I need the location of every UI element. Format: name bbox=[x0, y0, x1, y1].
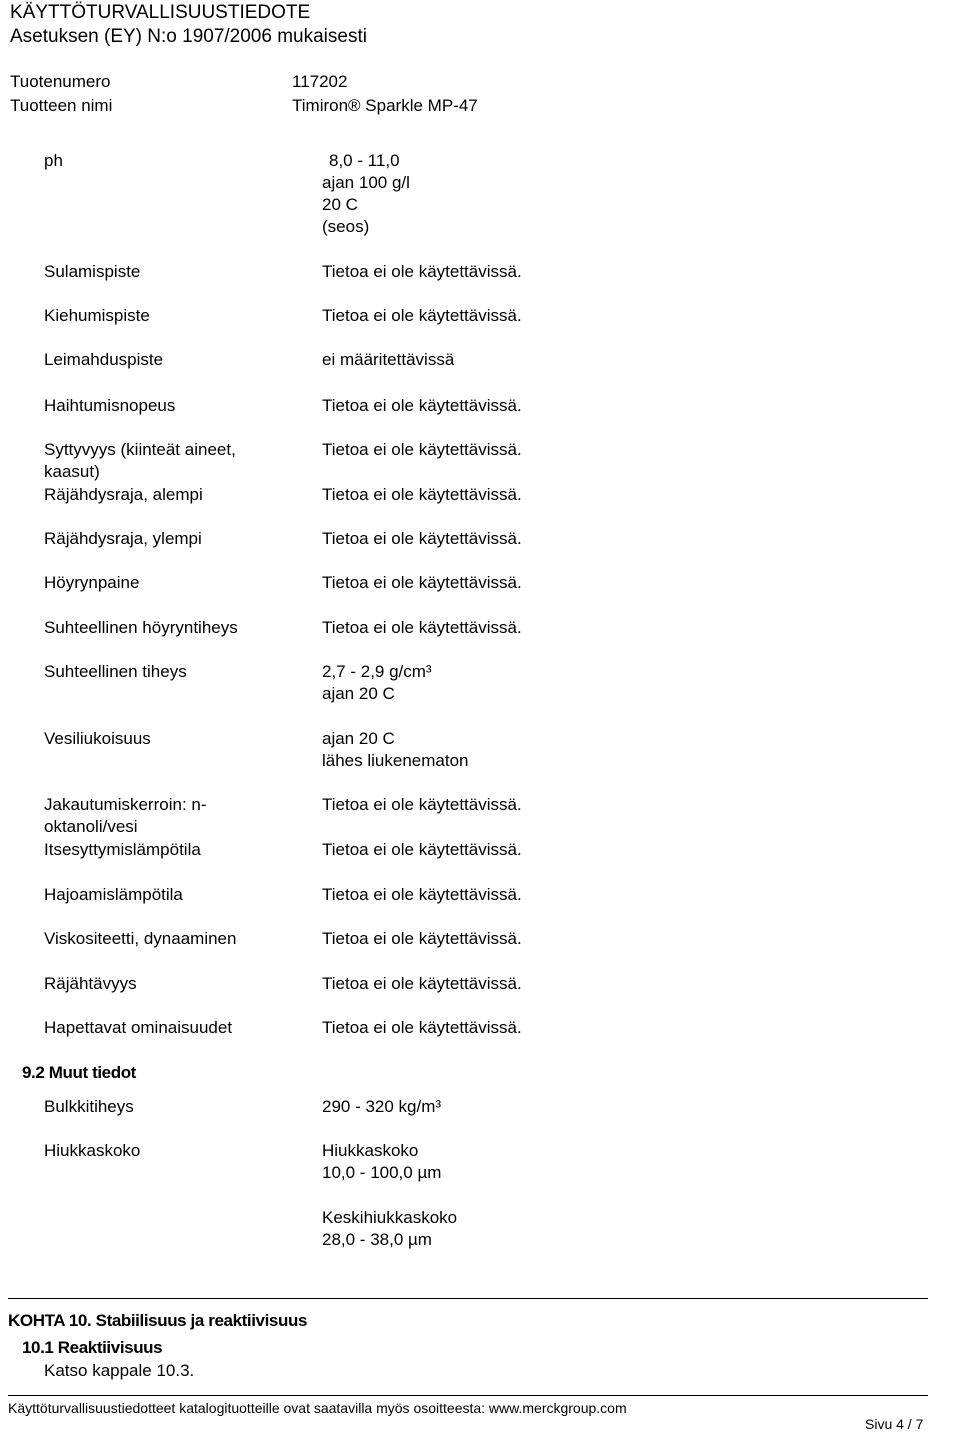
regulation-subtitle: Asetuksen (EY) N:o 1907/2006 mukaisesti bbox=[10, 26, 367, 47]
flammability-value: Tietoa ei ole käytettävissä. bbox=[322, 440, 522, 459]
section10-heading: KOHTA 10. Stabiilisuus ja reaktiivisuus bbox=[8, 1311, 307, 1330]
viscosity-value: Tietoa ei ole käytettävissä. bbox=[322, 929, 522, 948]
ph-temperature: 20 C bbox=[322, 195, 358, 214]
explosive-value: Tietoa ei ole käytettävissä. bbox=[322, 974, 522, 993]
upper-explosion-limit-label: Räjähdysraja, ylempi bbox=[44, 529, 202, 548]
ph-concentration: ajan 100 g/l bbox=[322, 173, 410, 192]
page-number: Sivu 4 / 7 bbox=[865, 1416, 924, 1432]
water-solubility-value: lähes liukenematon bbox=[322, 751, 469, 770]
lower-explosion-limit-label: Räjähdysraja, alempi bbox=[44, 485, 203, 504]
ph-range: 8,0 - 11,0 bbox=[329, 151, 400, 170]
water-solubility-label: Vesiliukoisuus bbox=[44, 729, 151, 748]
vapour-pressure-label: Höyrynpaine bbox=[44, 573, 140, 592]
ph-note: (seos) bbox=[322, 217, 370, 236]
flammability-label-line1: Syttyvyys (kiinteät aineet, bbox=[44, 440, 236, 459]
reactivity-subheading: 10.1 Reaktiivisuus bbox=[22, 1338, 163, 1357]
melting-point-label: Sulamispiste bbox=[44, 262, 141, 281]
melting-point-value: Tietoa ei ole käytettävissä. bbox=[322, 262, 522, 281]
particle-size-range: 10,0 - 100,0 µm bbox=[322, 1163, 442, 1182]
product-number: 117202 bbox=[292, 72, 348, 91]
relative-density-label: Suhteellinen tiheys bbox=[44, 662, 187, 681]
relative-density-value: 2,7 - 2,9 g/cm³ bbox=[322, 662, 432, 681]
water-solubility-temperature: ajan 20 C bbox=[322, 729, 395, 748]
relative-vapour-density-value: Tietoa ei ole käytettävissä. bbox=[322, 618, 522, 637]
vapour-pressure-value: Tietoa ei ole käytettävissä. bbox=[322, 573, 522, 592]
partition-coefficient-value: Tietoa ei ole käytettävissä. bbox=[322, 795, 522, 814]
decomposition-value: Tietoa ei ole käytettävissä. bbox=[322, 885, 522, 904]
product-name-label: Tuotteen nimi bbox=[10, 96, 113, 115]
other-info-heading: 9.2 Muut tiedot bbox=[22, 1063, 136, 1082]
mean-particle-size-heading: Keskihiukkaskoko bbox=[322, 1208, 458, 1227]
partition-coefficient-label-line2: oktanoli/vesi bbox=[44, 817, 138, 836]
boiling-point-value: Tietoa ei ole käytettävissä. bbox=[322, 306, 522, 325]
section-divider bbox=[8, 1298, 928, 1299]
upper-explosion-limit-value: Tietoa ei ole käytettävissä. bbox=[322, 529, 522, 548]
autoignition-value: Tietoa ei ole käytettävissä. bbox=[322, 840, 522, 859]
lower-explosion-limit-value: Tietoa ei ole käytettävissä. bbox=[322, 485, 522, 504]
reactivity-text: Katso kappale 10.3. bbox=[44, 1361, 195, 1380]
evaporation-rate-value: Tietoa ei ole käytettävissä. bbox=[322, 396, 522, 415]
document-title: KÄYTTÖTURVALLISUUSTIEDOTE bbox=[10, 2, 311, 23]
flash-point-label: Leimahduspiste bbox=[44, 350, 164, 369]
autoignition-label: Itsesyttymislämpötila bbox=[44, 840, 201, 859]
viscosity-label: Viskositeetti, dynaaminen bbox=[44, 929, 237, 948]
oxidizing-value: Tietoa ei ole käytettävissä. bbox=[322, 1018, 522, 1037]
particle-size-label: Hiukkaskoko bbox=[44, 1141, 141, 1160]
mean-particle-size-range: 28,0 - 38,0 µm bbox=[322, 1230, 432, 1249]
bulk-density-label: Bulkkitiheys bbox=[44, 1097, 134, 1116]
footer-note: Käyttöturvallisuustiedotteet katalogituotteille ovat saatavilla myös osoitteesta: www.merckgroup.com bbox=[8, 1400, 627, 1416]
partition-coefficient-label-line1: Jakautumiskerroin: n- bbox=[44, 795, 207, 814]
particle-size-heading: Hiukkaskoko bbox=[322, 1141, 419, 1160]
flammability-label-line2: kaasut) bbox=[44, 462, 100, 481]
ph-label: ph bbox=[44, 151, 63, 170]
product-number-label: Tuotenumero bbox=[10, 72, 111, 91]
oxidizing-label: Hapettavat ominaisuudet bbox=[44, 1018, 233, 1037]
relative-vapour-density-label: Suhteellinen höyryntiheys bbox=[44, 618, 238, 637]
bulk-density-value: 290 - 320 kg/m³ bbox=[322, 1097, 442, 1116]
product-name: Timiron® Sparkle MP-47 bbox=[292, 96, 478, 115]
boiling-point-label: Kiehumispiste bbox=[44, 306, 150, 325]
evaporation-rate-label: Haihtumisnopeus bbox=[44, 396, 176, 415]
decomposition-label: Hajoamislämpötila bbox=[44, 885, 183, 904]
explosive-label: Räjähtävyys bbox=[44, 974, 137, 993]
flash-point-value: ei määritettävissä bbox=[322, 350, 455, 369]
footer-divider bbox=[8, 1395, 928, 1396]
relative-density-temperature: ajan 20 C bbox=[322, 684, 395, 703]
